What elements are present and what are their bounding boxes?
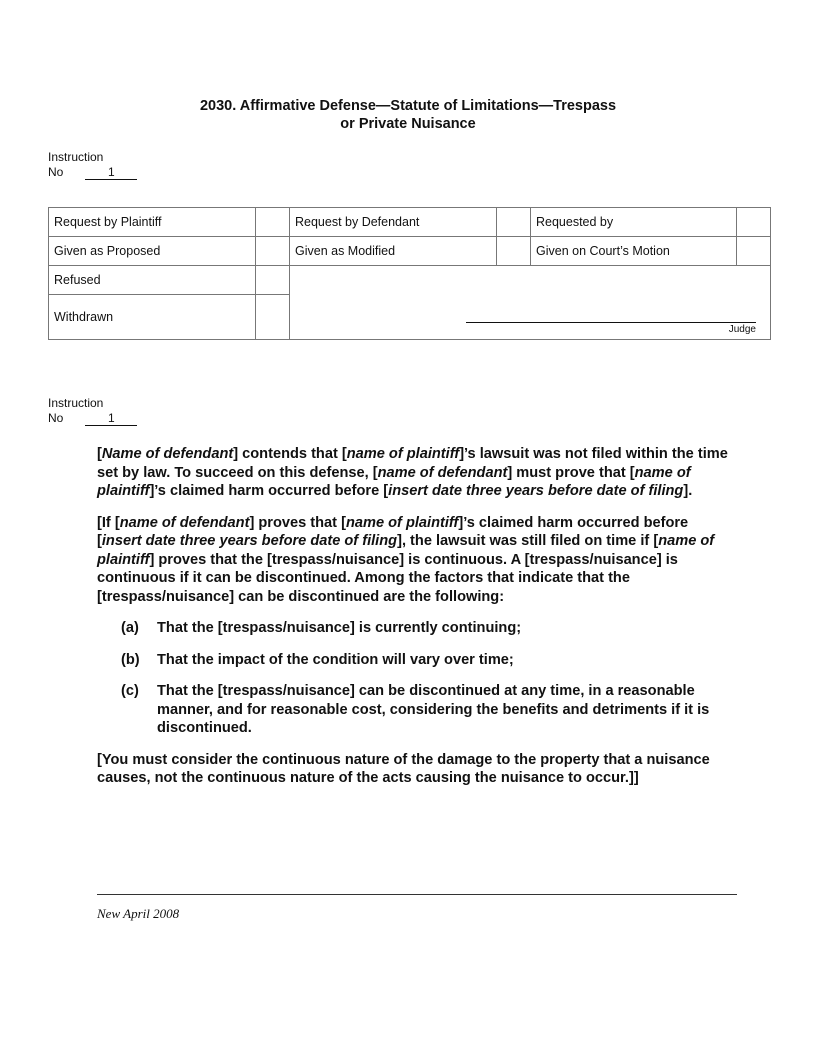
no-label: No	[48, 411, 64, 425]
placeholder-text: insert date three years before date of filing	[388, 483, 684, 499]
placeholder-text: Name of defendant	[101, 446, 234, 462]
paragraph-2	[97, 514, 729, 607]
paragraph-text: ] proves that the [trespass/nuisance] is continuous. A [trespass/nuisance] is continuous if it can be discontinued. Among the factors that indicate that the [trespass/nuisance] can be discontinued are the following:	[97, 551, 678, 605]
given-as-proposed-label: Given as Proposed	[49, 237, 256, 266]
paragraph-text: ]’s lawsuit was not filed within the time set by law. To succeed on this defense, [	[97, 446, 728, 481]
placeholder-text: insert date three years before date of filing	[101, 533, 398, 549]
request-by-plaintiff-label: Request by Plaintiff	[49, 208, 256, 237]
paragraph-text: ], the lawsuit was still filed on time if [	[397, 533, 659, 549]
no-label: No	[48, 165, 64, 179]
given-as-modified-checkbox[interactable]	[497, 237, 531, 266]
request-by-defendant-label: Request by Defendant	[290, 208, 497, 237]
instruction-body	[97, 445, 729, 801]
paragraph-text: ]’s claimed harm occurred before [	[97, 514, 689, 549]
refused-checkbox[interactable]	[256, 266, 290, 295]
refused-label: Refused	[49, 266, 256, 295]
paragraph-1	[97, 445, 729, 501]
paragraph-text: [If [	[97, 514, 120, 531]
footer-divider	[97, 894, 737, 895]
list-item-label: (b)	[121, 651, 140, 668]
withdrawn-label: Withdrawn	[49, 295, 256, 340]
judge-label: Judge	[728, 324, 756, 335]
instruction-number: 1	[85, 412, 137, 426]
list-item-c	[121, 682, 729, 738]
document-title	[0, 97, 816, 133]
requested-by-label: Requested by	[531, 208, 737, 237]
list-item-label: (a)	[121, 620, 139, 636]
paragraph-text: ] contends that [	[233, 446, 347, 462]
footer-note: New April 2008	[97, 906, 180, 921]
placeholder-text: name of defendant	[119, 514, 250, 531]
placeholder-text: name of plaintiff	[345, 514, 459, 531]
withdrawn-checkbox[interactable]	[256, 295, 290, 340]
list-item-text: That the impact of the condition will vary over time;	[157, 651, 514, 668]
instruction-number-top	[48, 150, 137, 180]
paragraph-text: [	[97, 446, 102, 462]
request-by-defendant-checkbox[interactable]	[497, 208, 531, 237]
title-line-1: 2030. Affirmative Defense—Statute of Limitations—Trespass	[199, 98, 617, 114]
given-as-modified-label: Given as Modified	[290, 237, 497, 266]
placeholder-text: name of plaintiff	[346, 446, 460, 462]
judge-signature-area	[290, 266, 771, 340]
list-item-label: (c)	[121, 683, 139, 699]
placeholder-text: name of plaintiff	[97, 464, 691, 499]
paragraph-text: ].	[683, 483, 693, 499]
paragraph-text: ] proves that [	[249, 514, 346, 531]
instruction-label: Instruction	[48, 150, 104, 164]
requested-by-checkbox[interactable]	[737, 208, 771, 237]
given-as-proposed-checkbox[interactable]	[256, 237, 290, 266]
title-line-2: or Private Nuisance	[340, 116, 476, 132]
instruction-number-body	[48, 396, 137, 426]
instruction-label: Instruction	[48, 396, 104, 410]
placeholder-text: name of defendant	[377, 464, 508, 481]
given-on-courts-motion-checkbox[interactable]	[737, 237, 771, 266]
paragraph-3: [You must consider the continuous nature of the damage to the property that a nuisance causes, not the continuous nature of the acts causing the nuisance to occur.]]	[97, 751, 710, 786]
placeholder-text: name of plaintiff	[97, 533, 715, 568]
paragraph-text: ]’s claimed harm occurred before [	[149, 483, 389, 499]
list-item-b	[121, 651, 729, 670]
list-item-text: That the [trespass/nuisance] is currently continuing;	[157, 620, 522, 636]
given-on-courts-motion-label: Given on Court’s Motion	[531, 237, 737, 266]
list-item-a	[121, 619, 729, 638]
list-item-text: That the [trespass/nuisance] can be discontinued at any time, in a reasonable manner, and for reasonable cost, considering the benefits and detriments if it is discontinued.	[157, 683, 710, 736]
judge-signature-line[interactable]	[466, 322, 756, 323]
request-table	[48, 207, 771, 340]
request-by-plaintiff-checkbox[interactable]	[256, 208, 290, 237]
paragraph-text: ] must prove that [	[507, 464, 635, 481]
instruction-number: 1	[85, 166, 137, 180]
